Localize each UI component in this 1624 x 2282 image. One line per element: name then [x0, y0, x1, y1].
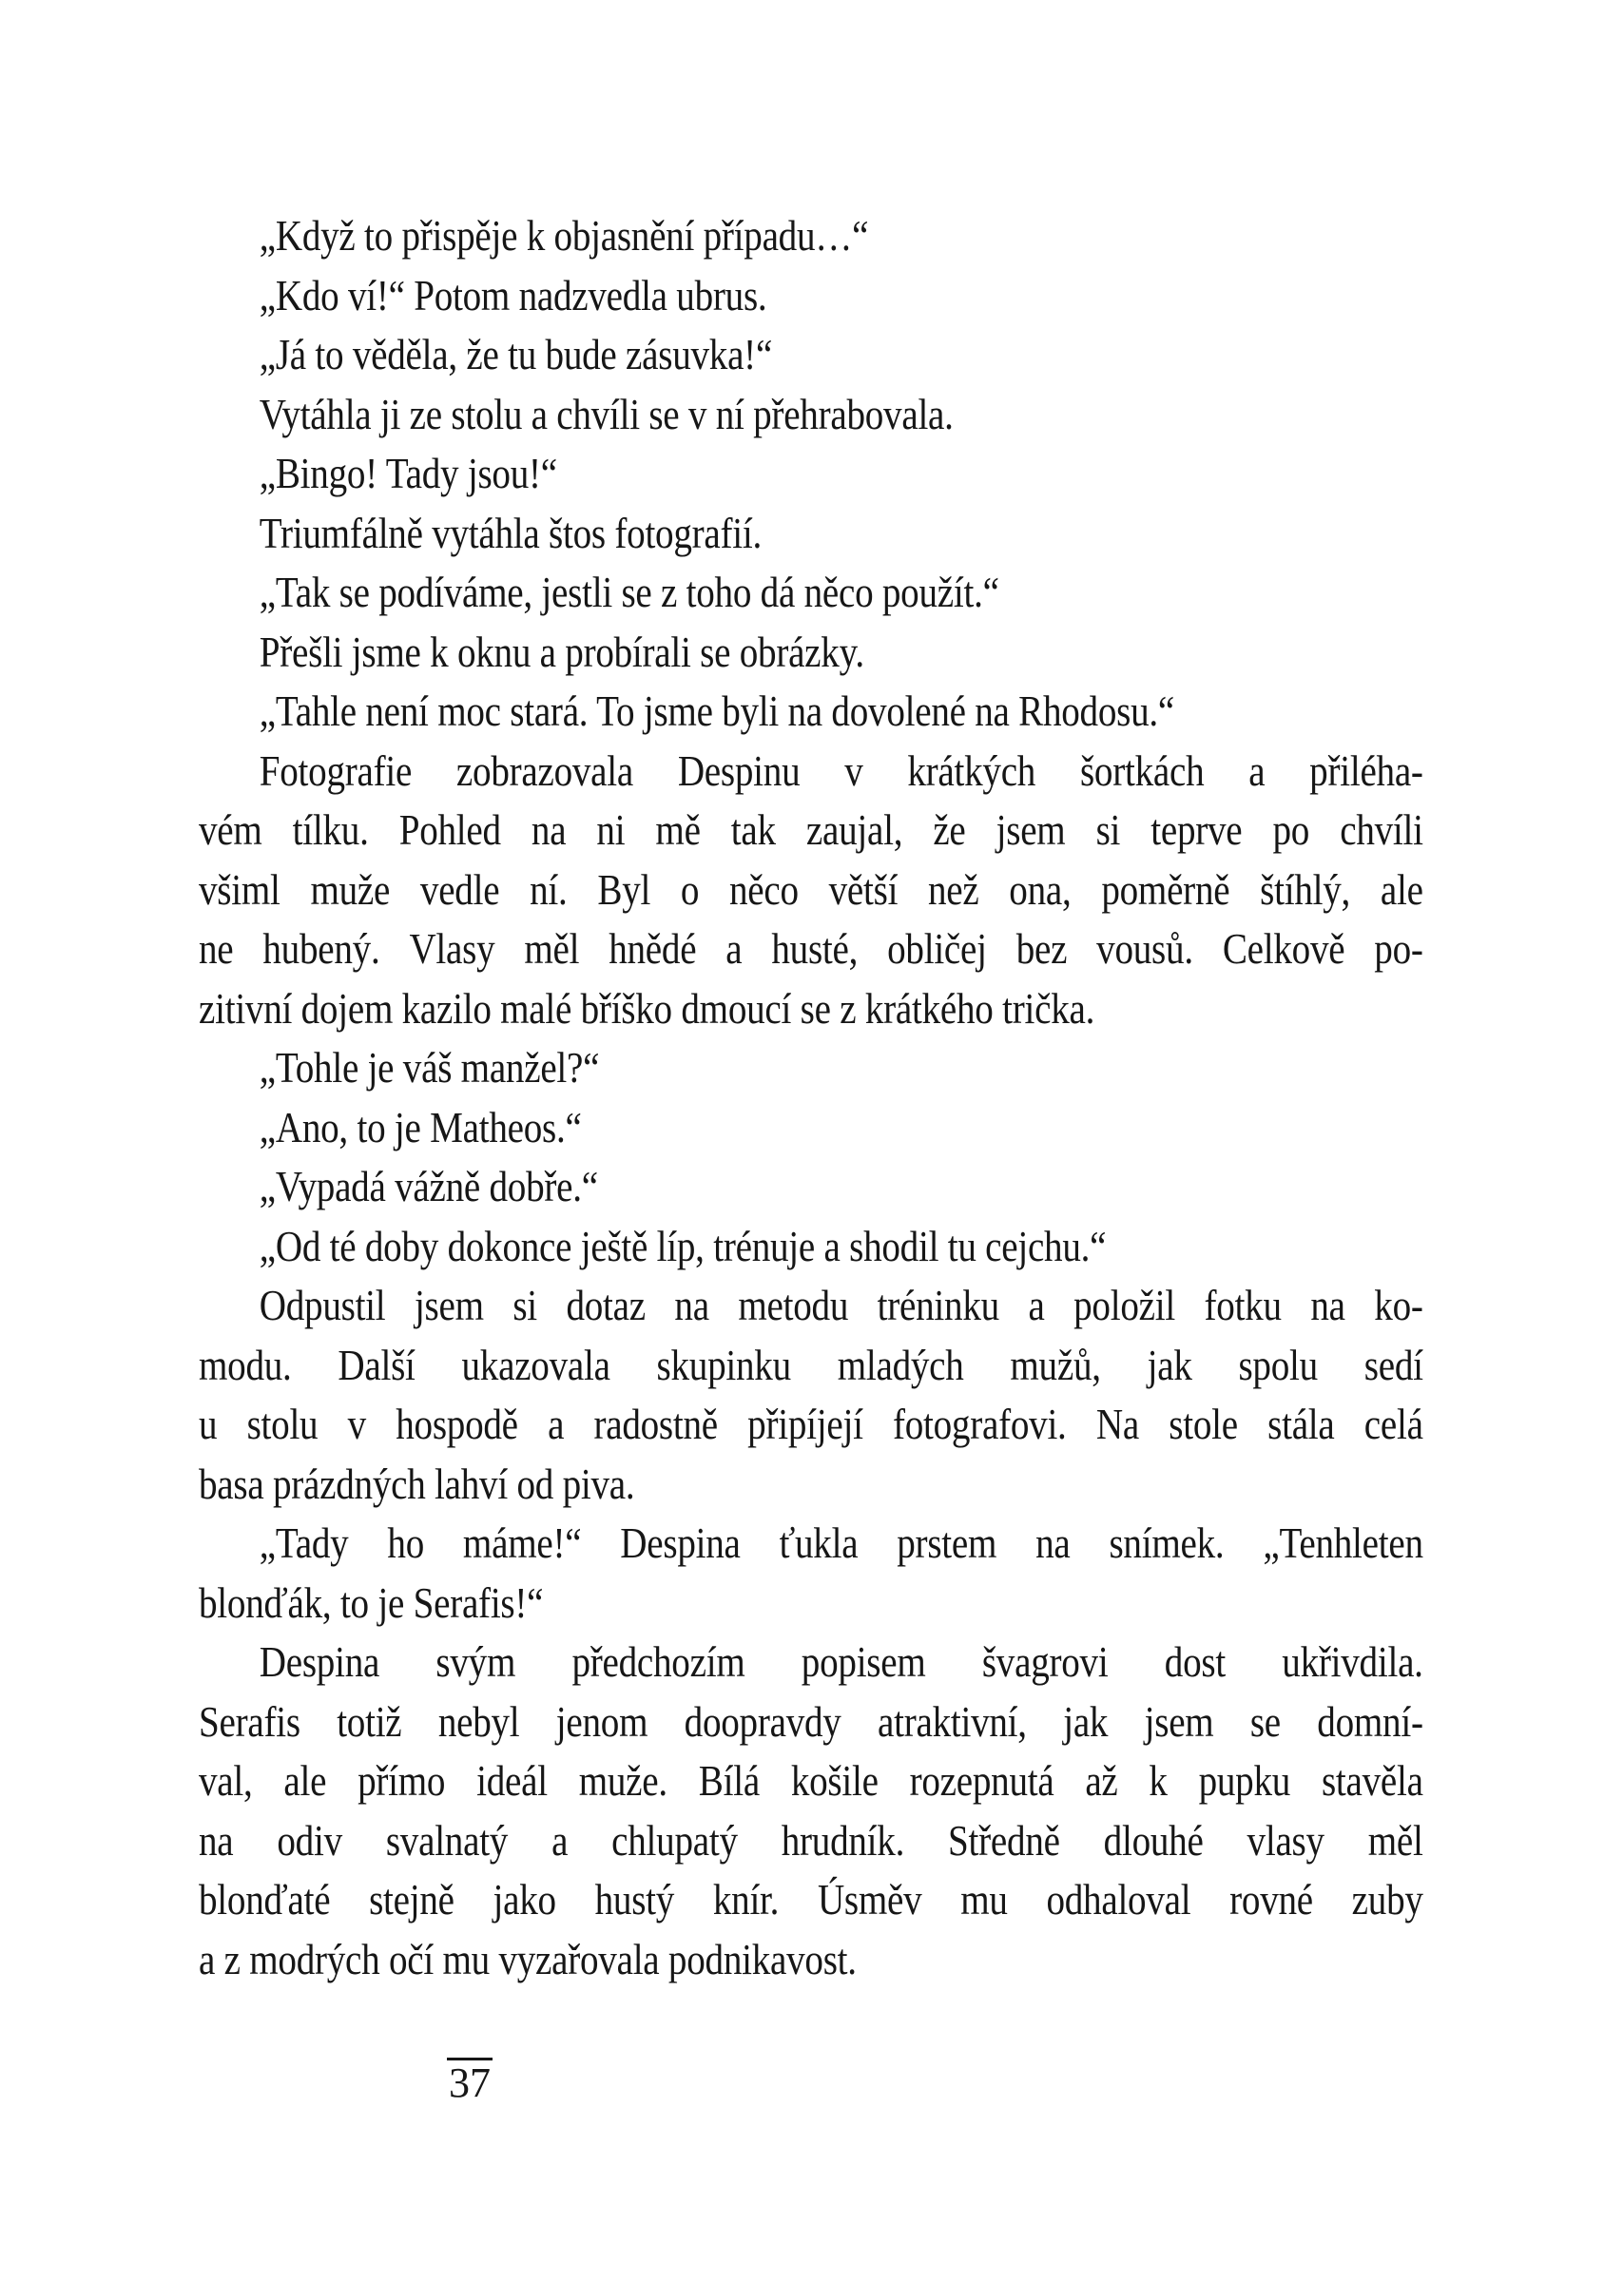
text-line: ne hubený. Vlasy měl hnědé a husté, obličej bez vousů. Celkově po- — [199, 924, 1423, 973]
paragraph — [199, 1276, 1423, 1514]
text-line: u stolu v hospodě a radostně připíjejí fotografovi. Na stole stála celá — [199, 1400, 1423, 1448]
page-number-value: 37 — [449, 2060, 491, 2106]
text-line: val, ale přímo ideál muže. Bílá košile rozepnutá až k pupku stavěla — [199, 1756, 1423, 1805]
text-line: Triumfálně vytáhla štos fotografií. — [259, 508, 763, 557]
text-line: basa prázdných lahví od piva. — [199, 1459, 635, 1508]
text-line: „Já to věděla, že tu bude zásuvka!“ — [259, 330, 773, 378]
paragraph — [199, 1157, 1423, 1217]
text-line: Fotografie zobrazovala Despinu v krátkých šortkách a přiléha- — [259, 745, 1423, 795]
paragraph — [199, 1038, 1423, 1098]
paragraph — [199, 563, 1423, 623]
text-line: „Tahle není moc stará. To jsme byli na dovolené na Rhodosu.“ — [259, 687, 1175, 735]
text-line: na odiv svalnatý a chlupatý hrudník. Středně dlouhé vlasy měl — [199, 1815, 1423, 1865]
paragraph — [199, 1098, 1423, 1158]
paragraph — [199, 385, 1423, 445]
text-line: Přešli jsme k oknu a probírali se obrázky. — [259, 627, 864, 676]
text-line: „Bingo! Tady jsou!“ — [259, 449, 557, 497]
paragraph — [199, 266, 1423, 326]
text-line: „Tohle je váš manžel?“ — [259, 1043, 600, 1092]
paragraph — [199, 325, 1423, 385]
paragraph — [199, 206, 1423, 266]
text-line: „Vypadá vážně dobře.“ — [259, 1162, 598, 1210]
text-line: a z modrých očí mu vyzařovala podnikavost. — [199, 1934, 857, 1983]
page-number — [447, 2058, 493, 2104]
text-line: „Od té doby dokonce ještě líp, trénuje a shodil tu cejchu.“ — [259, 1221, 1107, 1270]
text-line: „Když to přispěje k objasnění případu…“ — [259, 211, 869, 260]
text-line: „Tady ho máme!“ Despina ťukla prstem na snímek. „Tenhleten — [259, 1518, 1423, 1567]
text-line: Odpustil jsem si dotaz na metodu tréninku a položil fotku na ko- — [259, 1281, 1423, 1329]
paragraph — [199, 504, 1423, 564]
text-line: zitivní dojem kazilo malé bříško dmoucí se z krátkého trička. — [199, 983, 1095, 1033]
text-line: Despina svým předchozím popisem švagrovi dost ukřivdila. — [259, 1637, 1423, 1686]
text-line: „Kdo ví!“ Potom nadzvedla ubrus. — [259, 270, 767, 319]
paragraph — [199, 623, 1423, 683]
paragraph — [199, 742, 1423, 1039]
text-line: vém tílku. Pohled na ni mě tak zaujal, že jsem si teprve po chvíli — [199, 805, 1423, 854]
paragraph — [199, 1217, 1423, 1277]
paragraph — [199, 1633, 1423, 1989]
text-line: Vytáhla ji ze stolu a chvíli se v ní přehrabovala. — [259, 389, 954, 438]
paragraph — [199, 444, 1423, 504]
text-line: blonďaté stejně jako hustý knír. Úsměv mu odhaloval rovné zuby — [199, 1875, 1423, 1924]
text-line: Serafis totiž nebyl jenom doopravdy atraktivní, jak jsem se domní- — [199, 1696, 1423, 1746]
paragraph — [199, 682, 1423, 742]
text-line: všiml muže vedle ní. Byl o něco větší než ona, poměrně štíhlý, ale — [199, 864, 1423, 914]
text-line: modu. Další ukazovala skupinku mladých mužů, jak spolu sedí — [199, 1340, 1423, 1389]
text-line: „Ano, to je Matheos.“ — [259, 1102, 582, 1151]
text-line: „Tak se podíváme, jestli se z toho dá něco použít.“ — [259, 568, 999, 616]
paragraph — [199, 1514, 1423, 1633]
text-block — [199, 206, 1423, 1989]
text-line: blonďák, to je Serafis!“ — [199, 1577, 544, 1627]
